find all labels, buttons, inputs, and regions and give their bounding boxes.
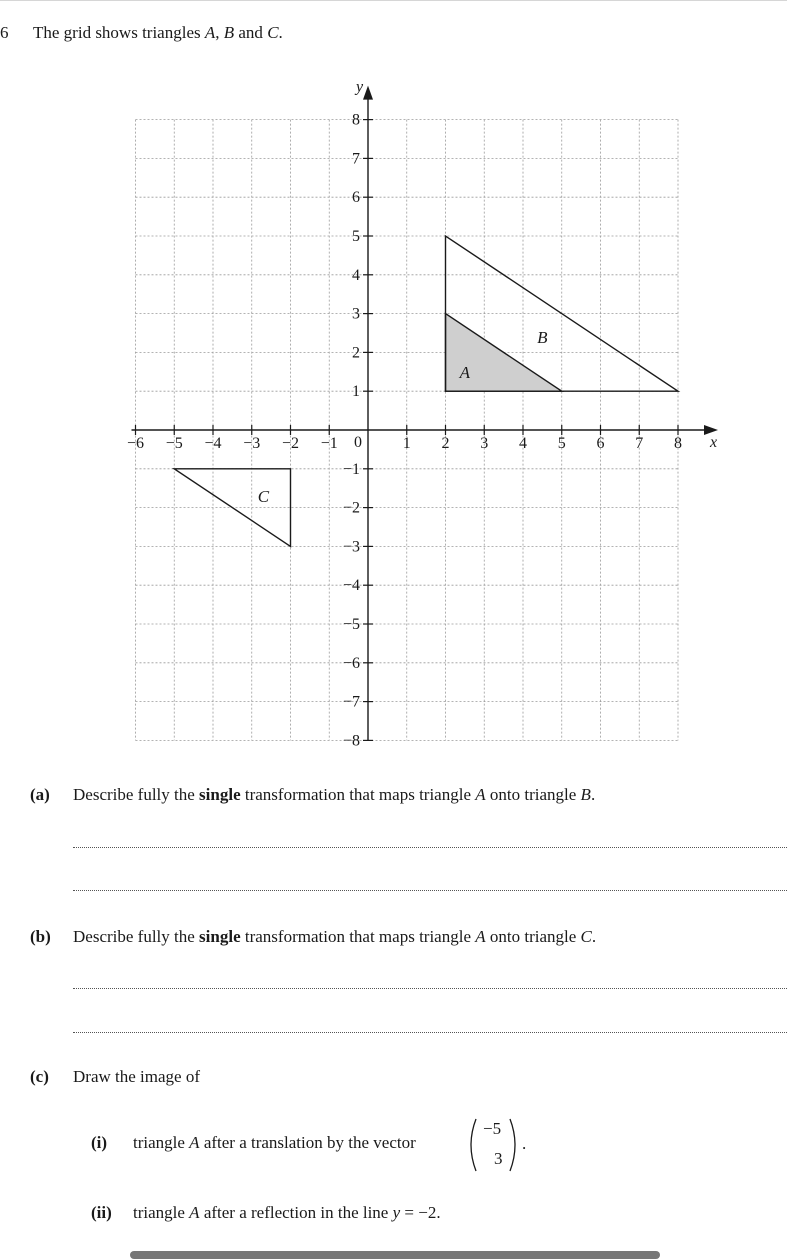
triangle-c-label: C [257, 486, 270, 506]
x-tick-label: −3 [243, 435, 261, 452]
vector-top-component: −5 [483, 1119, 502, 1138]
x-tick-label: −4 [204, 435, 222, 452]
y-tick-label: 3 [352, 305, 360, 323]
y-tick-label: −3 [342, 538, 360, 556]
triangle-a-label: A [459, 362, 471, 382]
x-tick-label: 1 [402, 435, 411, 452]
y-tick-label: −5 [342, 616, 360, 633]
y-tick-label: −8 [342, 732, 360, 750]
y-tick-label: 8 [352, 111, 360, 129]
part-b-question: (b) Describe fully the single transformation that maps triangle A onto triangle C. [30, 927, 597, 946]
y-tick-label: −4 [342, 577, 360, 595]
y-tick-label: −1 [342, 460, 360, 478]
x-tick-label: −2 [281, 435, 300, 452]
x-tick-label: −6 [126, 435, 145, 452]
question-number: 6 [0, 23, 9, 42]
question-intro: The grid shows triangles A, B and C. [33, 23, 283, 42]
x-tick-label: 6 [596, 435, 605, 452]
y-tick-label: −6 [342, 654, 360, 672]
answer-line-b2[interactable] [73, 1032, 787, 1033]
x-tick-label: 7 [635, 435, 644, 452]
part-c-question: (c) Draw the image of [30, 1067, 200, 1086]
part-c-i: (i) triangle A after a translation by the vector [91, 1133, 416, 1152]
answer-line-a2[interactable] [73, 890, 787, 891]
x-tick-label: 3 [480, 435, 489, 452]
y-tick-label: 2 [352, 344, 360, 362]
y-tick-label: 7 [352, 150, 360, 168]
triangle-b-label: B [537, 327, 548, 347]
x-tick-label: −1 [320, 435, 338, 452]
vector-end-punctuation: . [522, 1134, 527, 1153]
x-tick-label: −5 [165, 435, 183, 452]
x-tick-label: 2 [441, 435, 450, 452]
answer-line-a1[interactable] [73, 847, 787, 848]
y-tick-label: 5 [352, 228, 360, 245]
x-tick-label: 4 [519, 435, 527, 452]
y-tick-label: −2 [342, 499, 360, 517]
part-a-question: (a) Describe fully the single transformation that maps triangle A onto triangle B. [30, 785, 596, 804]
y-tick-label: 1 [352, 383, 360, 401]
y-tick-label: 4 [352, 266, 360, 284]
vector-bottom-component: 3 [494, 1149, 503, 1168]
y-tick-label: 6 [352, 189, 360, 207]
x-tick-label: 8 [674, 435, 682, 452]
answer-line-b1[interactable] [73, 988, 787, 989]
y-axis-label: y [356, 78, 364, 96]
x-tick-label: 5 [557, 435, 566, 452]
origin-label: 0 [354, 434, 362, 451]
y-tick-label: −7 [342, 693, 360, 711]
x-axis-label: x [710, 434, 718, 451]
y-axis-arrow [363, 86, 373, 100]
page-scroll-bar[interactable] [130, 1251, 660, 1259]
part-c-ii: (ii) triangle A after a reflection in the line y = −2. [91, 1203, 441, 1222]
